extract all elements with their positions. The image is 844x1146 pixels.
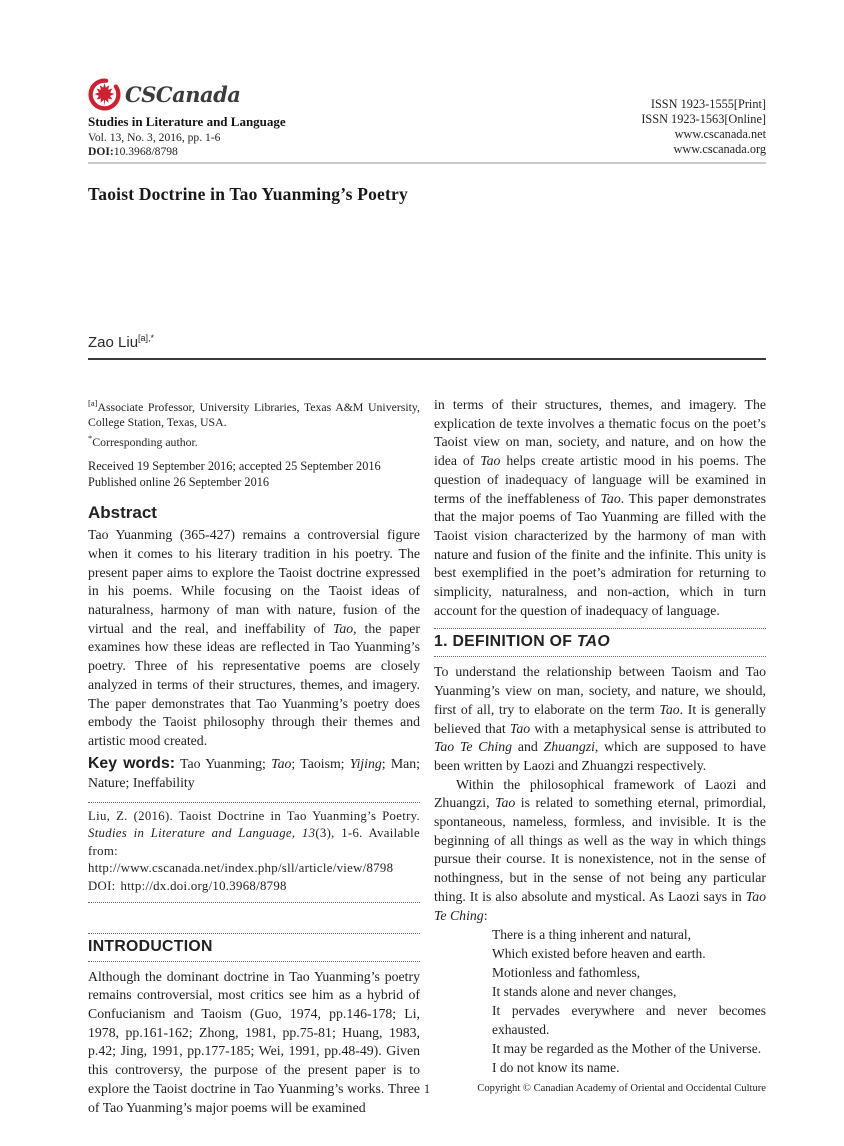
journal-name: Studies in Literature and Language [88,114,286,129]
citation-text: Liu, Z. (2016). Taoist Doctrine in Tao Yuanming’s Poetry. Studies in Literature and Language, 13(3), 1-6. Available from: http://www.cscanada.net/index.php/sll/article/view/8798 DOI: http://dx.doi.org/10.3968/8798 [88,808,420,894]
definition-paragraph-1: To understand the relationship between Taoism and Tao Yuanming’s view on man, society, and nature, we should, first of all, try to elaborate on the term Tao. It is generally believed that Tao with a metaphysical sense is attributed to Tao Te Ching and Zhuangzi, which are supposed to have been written by Laozi and Zhuangzi respectively. [434,664,766,773]
citation-bottom-divider [88,902,420,903]
keywords-list: Tao Yuanming; Tao; Taoism; Yijing; Man; Nature; Ineffability [88,755,420,791]
journal-header [88,78,766,158]
abstract-heading: Abstract [88,503,157,523]
header-rule [88,162,766,164]
issn-print: ISSN 1923-1555[Print] [650,97,766,111]
received-line: Received 19 September 2016; accepted 25 September 2016 [88,459,381,474]
site-net-url: www.cscanada.net [674,127,766,141]
definition-heading: 1. DEFINITION OF TAO [434,633,610,651]
quote-line: It stands alone and never changes, [492,984,677,999]
copyright-notice: Copyright © Canadian Academy of Oriental and Occidental Culture [477,1083,766,1094]
quote-line: There is a thing inherent and natural, [492,927,692,943]
abstract-text: Tao Yuanming (365-427) remains a controversial figure when it comes to his literary tradition in his poetry. The present paper aims to explore the Taoist doctrine expressed in his poems. While focusing on the Taoist ideas of naturalness, harmony of man with nature, fusion of the virtual and the real, and ineffability of Tao, the paper examines how these ideas are reflected in Tao Yuanming’s poetry. Three of his representative poems are closely analyzed in terms of their structures, themes, and imagery. The paper demonstrates that Tao Yuanming’s poetry does embody the Taoist philosophy through their themes and artistic mood created. [88,527,420,748]
quote-line: It may be regarded as the Mother of the Universe. [492,1040,762,1056]
article-title: Taoist Doctrine in Tao Yuanming’s Poetry [88,184,408,204]
page-number: 1 [423,1082,431,1096]
keywords-block [88,754,420,793]
doi-line: DOI:10.3968/8798 [88,145,178,158]
published-line: Published online 26 September 2016 [88,474,270,489]
tao-te-ching-quote [492,926,766,1077]
journal-header-right [641,97,766,158]
keywords-label: Key words: [88,754,175,772]
logo-wordmark: CSCanada [125,82,241,107]
cscanada-logo [88,78,286,111]
right-column [434,396,766,1078]
citation-block [88,802,420,903]
quote-line: I do not know its name. [492,1059,620,1075]
introduction-text: Although the dominant doctrine in Tao Yuanming’s poetry remains controversial, most critics see him as a hybrid of Confucianism and Taoism (Guo, 1974, pp.146-178; Li, 1978, pp.161-162; Zhong, 1981, pp.75-81; Huang, 1983, p.42; Jing, 1991, pp.177-185; Wei, 1991, pp.48-49). Given this controversy, the purpose of the present paper is to explore the Taoist doctrine in Tao Yuanming’s works. Three of Tao Yuanming’s major poems will be examined [88,968,420,1115]
corresponding-author-note: *Corresponding author. [88,432,198,449]
site-org-url: www.cscanada.org [673,142,766,156]
quote-line: Which existed before heaven and earth. [492,946,706,962]
quote-line: It pervades everywhere and never becomes exhausted. [492,1002,766,1037]
affiliation-note: [a]Associate Professor, University Libraries, Texas A&M University, College Station, Texas, USA. [88,398,420,430]
issn-online: ISSN 1923-1563[Online] [641,112,766,126]
maple-leaf-ring-icon [88,78,121,111]
quote-line: Motionless and fathomless, [492,965,641,981]
dates-block [88,459,420,490]
author-rule [88,358,766,360]
definition-paragraph-2: Within the philosophical framework of Laozi and Zhuangzi, Tao is related to something eternal, primordial, spontaneous, nameless, formless, and invisible. It is the beginning of all things as well as the way in which things pursue their course. It is nonexistence, not in the sense of nothingness, but in the sense of not being any particular thing. It is also absolute and mystical. As Laozi says in Tao Te Ching: [434,776,766,923]
abstract-continuation-text: in terms of their structures, themes, and imagery. The explication de texte involves a thematic focus on the poet’s Taoist view on man, society, and nature, and on how the idea of Tao helps create artistic mood in his poems. The question of inadequacy of language will be examined in terms of the ineffableness of Tao. This paper demonstrates that the major poems of Tao Yuanming are filled with the Taoist vision characterized by the harmony of man with nature and fusion of the finite and the infinite. This unity is best exemplified in the poet’s admiration for returning to simplicity, naturalness, and non-action, which in turn account for the question of inadequacy of language. [434,397,766,618]
article-body [88,396,766,1117]
introduction-heading: INTRODUCTION [88,937,213,955]
author-name: Zao Liu$^{[a],*}$ [88,333,155,351]
definition-section-head [434,628,766,657]
volume-line: Vol. 13, No. 3, 2016, pp. 1-6 [88,131,221,144]
journal-header-left [88,78,286,158]
introduction-section-head [88,933,420,962]
left-column [88,396,420,1117]
